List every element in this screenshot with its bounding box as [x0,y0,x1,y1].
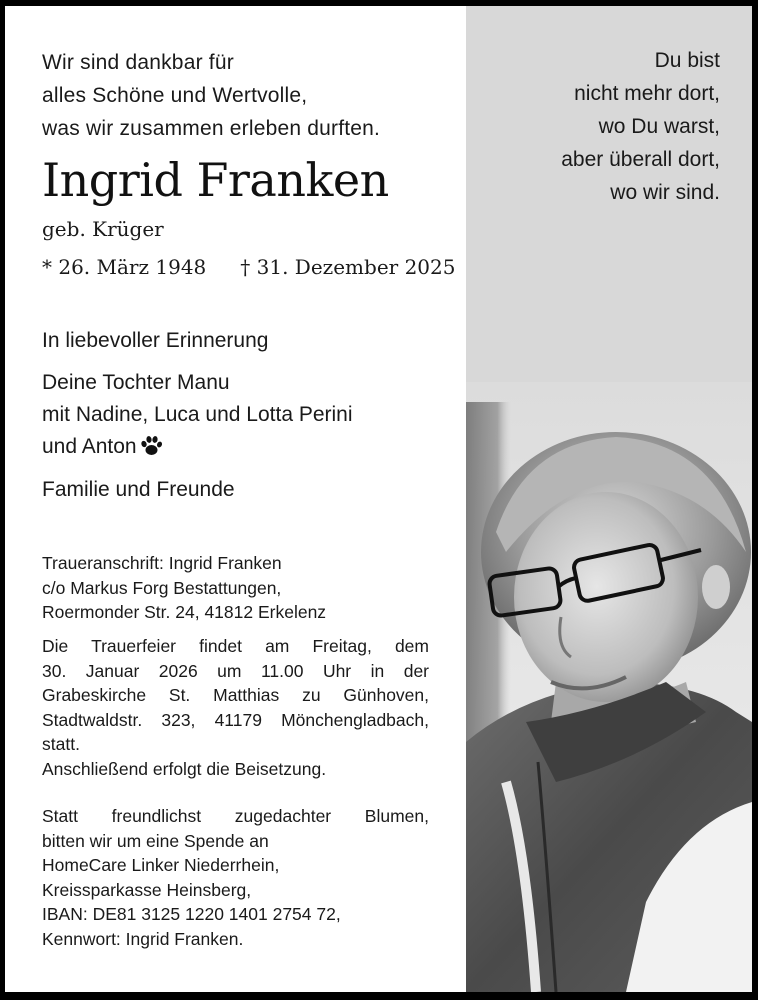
mourning-address [42,551,326,625]
family-line: Deine Tochter Manu [42,371,230,394]
address-line: Roermonder Str. 24, 41812 Erkelenz [42,602,327,622]
death-date: † 31. Dezember 2025 [240,255,456,279]
poem-line: wo Du warst, [598,115,720,138]
obituary-card [5,6,752,992]
donation-line: HomeCare Linker Niederrhein, [42,855,280,875]
birth-date: * 26. März 1948 [42,255,207,279]
donation-info [42,804,429,951]
service-line: Stadtwaldstr. 323, 41179 Mönchengladbach, [42,709,429,730]
poem-line: aber überall dort, [561,148,720,171]
paw-print-icon [139,435,163,467]
poem-line: wo wir sind. [610,181,720,204]
donation-line: Statt freundlichst zugedachter Blumen, [42,806,429,826]
family-list [42,367,353,467]
donation-line: Kreissparkasse Heinsberg, [42,879,252,900]
left-text-panel [5,6,466,992]
memorial-poem [561,44,720,209]
family-and-friends: Familie und Freunde [42,478,235,501]
gratitude-intro [42,46,380,145]
life-dates [42,252,455,282]
poem-line: nicht mehr dort, [574,82,720,105]
family-line: mit Nadine, Luca und Lotta Perini [42,403,353,426]
donation-keyword: Kennwort: Ingrid Franken. [42,928,244,949]
deceased-name: Ingrid Franken [42,153,389,207]
maiden-name: geb. Krüger [42,217,164,241]
intro-line: Wir sind dankbar für [42,51,234,74]
donation-line: bitten wir um eine Spende an [42,830,269,851]
memorial-line: In liebevoller Erinnerung [42,329,269,352]
donation-iban: IBAN: DE81 3125 1220 1401 2754 72, [42,904,341,924]
service-line: Anschließend erfolgt die Beisetzung. [42,758,327,779]
address-line: c/o Markus Forg Bestattungen, [42,577,282,598]
service-line: 30. Januar 2026 um 11.00 Uhr in der [42,660,429,681]
address-line: Traueranschrift: Ingrid Franken [42,553,282,573]
family-line-pet: und Anton [42,431,353,467]
right-photo-panel [466,6,752,992]
service-line: Grabeskirche St. Matthias zu Günhoven, [42,685,429,705]
funeral-service-info [42,634,429,781]
intro-line: alles Schöne und Wertvolle, [42,84,308,107]
portrait-photo [466,382,752,992]
service-line: Die Trauerfeier findet am Freitag, dem [42,636,429,656]
intro-line: was wir zusammen erleben durften. [42,117,381,140]
poem-line: Du bist [654,49,720,72]
service-line: statt. [42,734,80,754]
